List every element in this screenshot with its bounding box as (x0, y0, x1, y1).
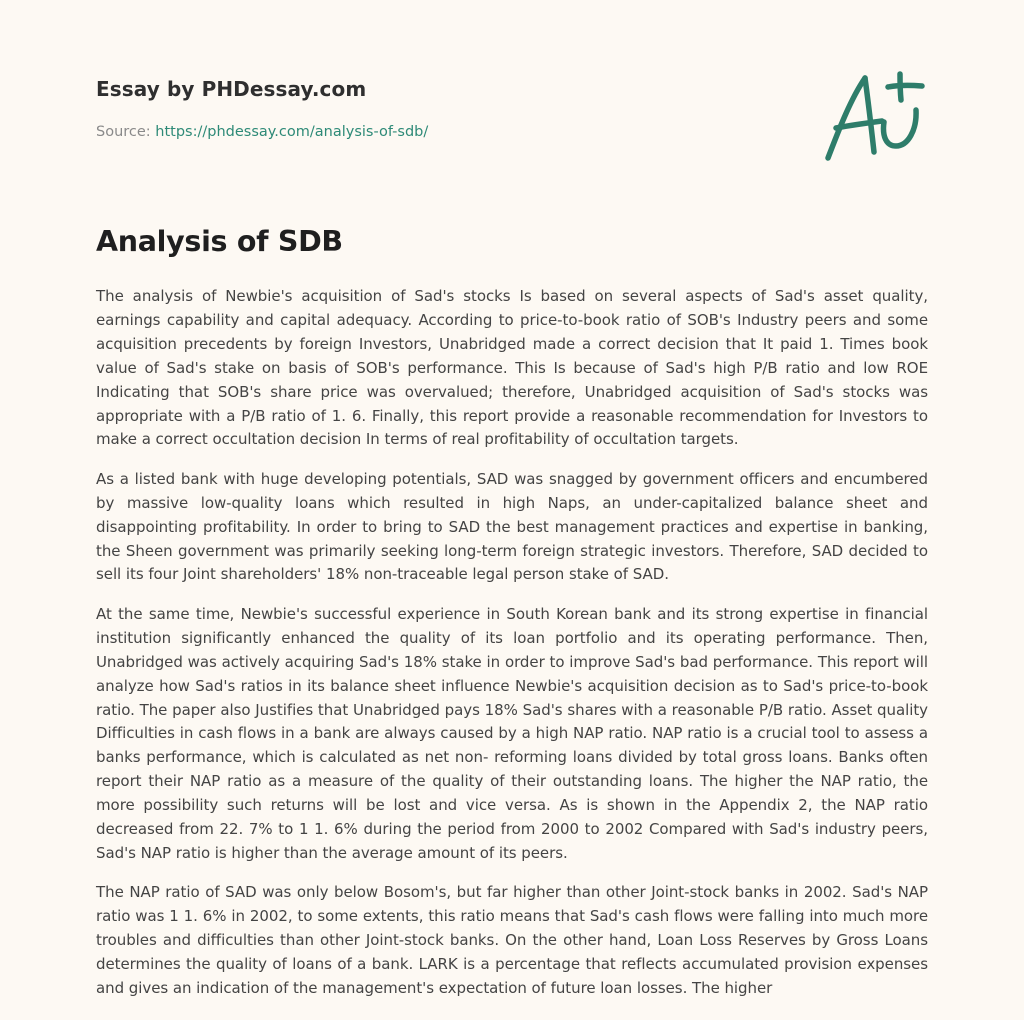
essay-body (96, 285, 928, 1016)
source-link[interactable]: https://phdessay.com/analysis-of-sdb/ (155, 124, 429, 140)
paragraph: As a listed bank with huge developing potentials, SAD was snagged by government officers and encumbered by massive low-quality loans which resulted in high Naps, an under-capitalized balance sheet and disappointing profitability. In order to bring to SAD the best management practices and expertise in banking, the Sheen government was primarily seeking long-term foreign strategic investors. Therefore, SAD decided to sell its four Joint shareholders' 18% non-traceable legal person stake of SAD. (96, 469, 928, 584)
paragraph: The analysis of Newbie's acquisition of Sad's stocks Is based on several aspects of Sad's asset quality, earnings capability and capital adequacy. According to price-to-book ratio of SOB's Industry peers and some acquisition precedents by foreign Investors, Unabridged made a correct decision that It paid 1. Times book value of Sad's stake on basis of SOB's performance. This Is because of Sad's high P/B ratio and low ROE Indicating that SOB's share price was overvalued; therefore, Unabridged acquisition of Sad's stocks was appropriate with a P/B ratio of 1. 6. Finally, this report provide a reasonable recommendation for Investors to make a correct occultation decision In terms of real profitability of occultation targets. (96, 287, 928, 449)
paragraph: At the same time, Newbie's successful experience in South Korean bank and its strong expertise in financial institution significantly enhanced the quality of its loan portfolio and its operating performance. Then, Unabridged was actively acquiring Sad's 18% stake in order to improve Sad's bad performance. This report will analyze how Sad's ratios in its balance sheet influence Newbie's acquisition decision as to Sad's price-to-book ratio. The paper also Justifies that Unabridged pays 18% Sad's shares with a reasonable P/B ratio. Asset quality Difficulties in cash flows in a bank are always caused by a high NAP ratio. NAP ratio is a crucial tool to assess a banks performance, which is calculated as net non- reforming loans divided by total gross loans. Banks often report their NAP ratio as a measure of the quality of their outstanding loans. The higher the NAP ratio, the more possibility such returns will be lost and vice versa. As is shown in the Appendix 2, the NAP ratio decreased from 22. 7% to 1 1. 6% during the period from 2000 to 2002 Compared with Sad's industry peers, Sad's NAP ratio is higher than the average amount of its peers. (96, 604, 928, 862)
essay-title: Analysis of SDB (96, 225, 343, 258)
site-brand: Essay by PHDessay.com (96, 77, 367, 101)
paragraph: The NAP ratio of SAD was only below Bosom's, but far higher than other Joint-stock banks in 2002. Sad's NAP ratio was 1 1. 6% in 2002, to some extents, this ratio means that Sad's cash flows were falling into much more troubles and difficulties than other Joint-stock banks. On the other hand, Loan Loss Reserves by Gross Loans determines the quality of loans of a bank. LARK is a percentage that reflects accumulated provision expenses and gives an indication of the management's expectation of future loan losses. The higher (96, 883, 928, 997)
source-label: Source: (96, 124, 156, 140)
a-plus-grade-icon (822, 70, 926, 164)
source-line (96, 124, 428, 140)
